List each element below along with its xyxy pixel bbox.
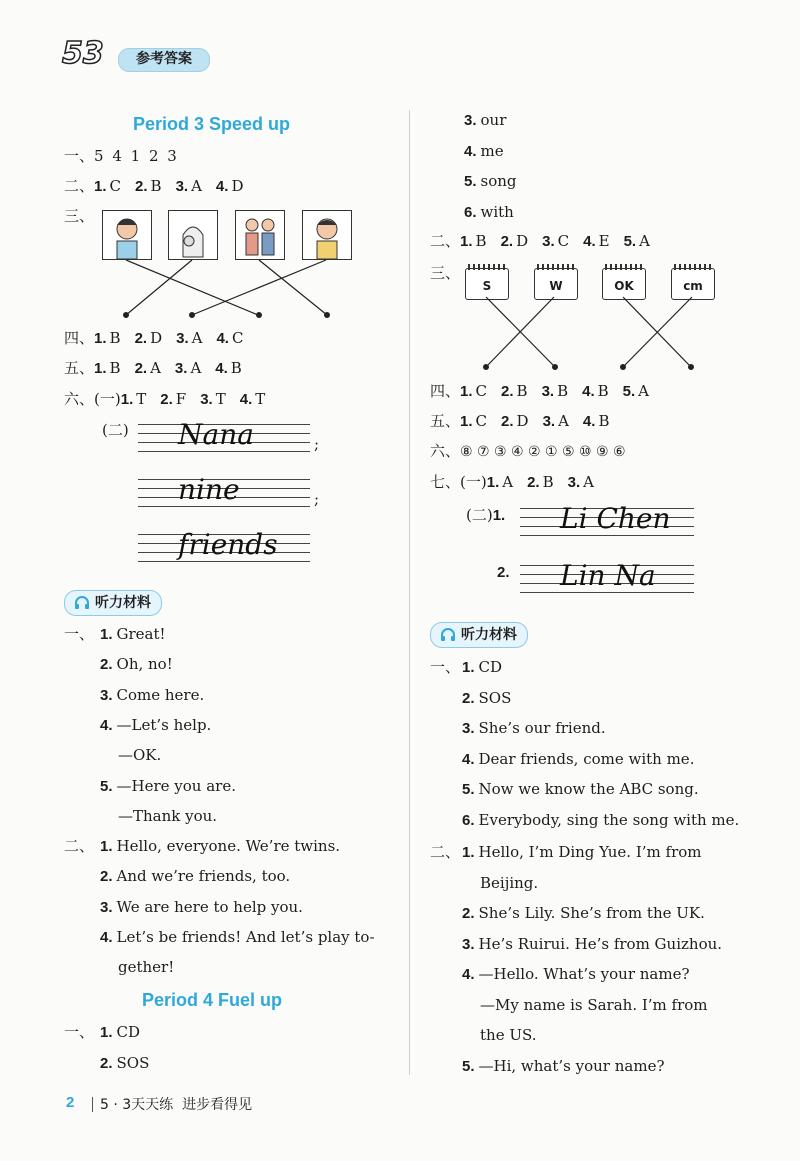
item-answer: B (597, 382, 609, 400)
line-text: Now we know the ABC song. (478, 780, 699, 798)
line-text: He’s Ruirui. He’s from Guizhou. (478, 934, 723, 953)
item-number: 2. (100, 1055, 113, 1072)
item-answer: C (557, 232, 570, 250)
item-number: 1. (94, 178, 107, 195)
writing-guide-line (138, 451, 310, 452)
listening-line (462, 749, 694, 770)
listening-line (462, 934, 722, 955)
item-number: 4. (464, 142, 477, 160)
item-number: 2. (134, 360, 148, 377)
item-answer: T (255, 390, 266, 408)
item-number: 1. (460, 413, 473, 430)
item-number: 1. (462, 844, 475, 861)
writing-guide-line (138, 561, 310, 562)
item-number: 2. (500, 233, 514, 250)
line-text: —Thank you. (118, 806, 218, 825)
section-label: 二、 (64, 837, 95, 855)
item-number: 3. (542, 413, 556, 430)
right-s5 (430, 411, 623, 432)
item-number: 3. (462, 935, 475, 953)
listening-line (462, 688, 511, 709)
item-answer: A (191, 329, 203, 347)
item-answer: B (230, 359, 242, 377)
item-answer: song (480, 172, 517, 190)
item-number: 4. (582, 413, 596, 430)
item-number: 5. (462, 1057, 475, 1075)
left-s6 (64, 389, 279, 410)
line-text: gether! (118, 958, 175, 977)
item-answer: C (109, 177, 122, 195)
item-number: 5. (622, 383, 636, 400)
item-answer: E (598, 232, 610, 250)
item-number: 4. (215, 360, 228, 377)
item-number: 1. (94, 360, 107, 377)
listening-line (480, 873, 538, 894)
item-answer: B (598, 412, 610, 430)
answer-text: 5 4 1 2 3 (94, 147, 177, 165)
listening-line (100, 685, 204, 706)
header-title: 参考答案 (136, 51, 192, 67)
writing-guide-line (520, 592, 694, 593)
card-label: cm (683, 279, 703, 293)
item-number: 3. (567, 474, 581, 491)
section-label: 七、 (430, 473, 461, 491)
match-dot (483, 364, 489, 370)
listening-line (480, 1025, 536, 1046)
line-text: —Hello. What’s your name? (478, 965, 690, 983)
left-s3-label: 三、 (64, 207, 95, 225)
item-number: 1. (462, 659, 475, 676)
handwritten-word: friends (178, 528, 278, 561)
item-number: 3. (175, 178, 189, 195)
line-text: Great! (116, 625, 166, 643)
item-number: 2. (100, 656, 113, 674)
item-number: 4. (216, 330, 229, 347)
listening-line (100, 654, 173, 675)
line-text: Dear friends, come with me. (478, 749, 695, 768)
item-number: 3. (100, 898, 113, 916)
section-label: 六、 (64, 390, 95, 408)
listening-line (462, 1056, 665, 1077)
line-text: —OK. (118, 746, 162, 765)
item-answer: T (136, 390, 147, 408)
listening-material-badge-right: 听力材料 (430, 622, 528, 648)
item-answer: D (150, 329, 163, 347)
item-number: 2. (134, 330, 148, 347)
listening-line (100, 866, 290, 887)
right-s7-sub2: (二)1. (466, 506, 506, 524)
writing-guide-line (138, 506, 310, 507)
listening-line (100, 1053, 149, 1074)
separator: ; (314, 435, 320, 453)
period4-title: Period 4 Fuel up (142, 990, 283, 1010)
right-s3-label: 三、 (430, 264, 461, 282)
listening-line (100, 1022, 140, 1043)
line-text: She’s Lily. She’s from the UK. (478, 904, 705, 922)
section-label: 二、 (430, 843, 461, 861)
item-number: 4. (462, 966, 475, 983)
item-number: 2. (462, 905, 475, 922)
item-answer: B (109, 359, 121, 377)
match-dot (620, 364, 626, 370)
footer-divider (92, 1097, 93, 1112)
item-answer: C (231, 329, 244, 347)
item-answer: C (475, 412, 488, 430)
item-number: 4. (583, 233, 596, 250)
listening-line (118, 806, 217, 827)
item-number: 2. (160, 391, 173, 408)
line-text: SOS (478, 688, 512, 707)
item-number: 2. (501, 413, 514, 430)
item-number: 3. (200, 391, 213, 408)
item-answer: B (109, 329, 121, 347)
writing-guide-line (520, 535, 694, 536)
sub-label: (一) (94, 390, 121, 408)
listening-line (100, 927, 375, 948)
item-number: 1. (460, 383, 473, 400)
line-text: —Let’s help. (116, 715, 212, 734)
sub-label: (一) (460, 473, 487, 491)
item-answer: F (175, 390, 187, 408)
item-answer: C (475, 382, 488, 400)
item-number: 1. (460, 233, 473, 250)
right-s7 (430, 472, 608, 493)
item-answer: A (638, 382, 650, 400)
item-number: 2. (527, 474, 540, 491)
left-s6-sub2: (二) (102, 421, 129, 439)
item-number: 4. (100, 928, 113, 946)
item-number: 4. (239, 391, 253, 408)
listening-material-badge: 听力材料 (64, 590, 162, 616)
line-text: Hello, I’m Ding Yue. I’m from (478, 843, 702, 861)
item-number: 5. (462, 781, 475, 798)
item-answer: A (150, 359, 161, 377)
section-label: 二、 (64, 177, 95, 195)
item-answer: D (231, 177, 244, 195)
listening-line (100, 715, 211, 736)
page-number: 2 (66, 1094, 75, 1111)
line-text: Oh, no! (116, 655, 173, 674)
right-s7-n2: 2. (497, 564, 510, 581)
separator: ; (314, 490, 320, 508)
item-number: 6. (464, 203, 477, 221)
listening-line (462, 810, 739, 831)
section-label: 二、 (430, 232, 461, 250)
section-label: 四、 (430, 382, 461, 400)
item-number: 3. (542, 233, 555, 250)
logo-text: 53 (62, 36, 104, 71)
line-text: —Here you are. (116, 776, 236, 795)
item-answer: B (557, 382, 569, 400)
line-text: the US. (480, 1026, 537, 1044)
item-number: 1. (120, 391, 134, 408)
item-number: 5. (100, 777, 113, 795)
item-answer: B (516, 382, 528, 400)
listening-line (462, 842, 702, 863)
item-answer: D (516, 232, 529, 250)
handwritten-word: Li Chen (560, 502, 671, 535)
right-s4 (430, 381, 663, 402)
line-text: Hello, everyone. We’re twins. (116, 837, 341, 855)
item-number: 3. (462, 720, 475, 737)
line-text: CD (116, 1023, 141, 1041)
listening-line (462, 657, 502, 678)
listening-line (462, 964, 690, 985)
section-label: 一、 (430, 658, 461, 676)
listening-line (462, 903, 705, 924)
item-number: 1. (100, 626, 113, 643)
item-answer: A (639, 232, 650, 250)
handwritten-word: Nana (178, 418, 254, 451)
line-text: Come here. (116, 685, 205, 704)
section-label: 五、 (430, 412, 461, 430)
listening-line (100, 836, 340, 857)
line-text: —Hi, what’s your name? (478, 1056, 665, 1075)
item-answer: me (480, 141, 504, 160)
footer-brand: 5 · 3天天练 进步看得见 (100, 1097, 253, 1113)
item-number: 5. (464, 173, 477, 190)
item-answer: our (480, 111, 507, 129)
section-label: 一、 (64, 1023, 95, 1041)
item-number: 1. (100, 838, 113, 855)
match-dot (688, 364, 694, 370)
item-number: 1. (486, 474, 500, 491)
line-text: Let’s be friends! And let’s play to- (116, 927, 375, 946)
line-text: SOS (116, 1054, 150, 1072)
listening-line (462, 718, 606, 739)
item-number: 3. (174, 360, 188, 377)
listening-line (462, 779, 699, 800)
item-answer: B (150, 177, 162, 195)
line-text: We are here to help you. (116, 897, 303, 916)
listening-line (118, 957, 174, 978)
section-label: 四、 (64, 329, 95, 347)
item-answer: D (516, 412, 529, 430)
item-answer: A (502, 473, 514, 491)
item-number: 3. (464, 112, 477, 129)
item-number: 2. (501, 383, 514, 400)
line-text: Beijing. (480, 873, 539, 892)
item-number: 4. (462, 750, 475, 768)
item-number: 4. (100, 716, 113, 734)
line-text: She’s our friend. (478, 719, 606, 737)
handwritten-word: nine (178, 473, 240, 506)
item-number: 1. (100, 1024, 113, 1041)
item-number: 6. (462, 811, 475, 829)
card-label: S (482, 279, 492, 293)
item-number: 4. (215, 178, 229, 195)
line-text: And we’re friends, too. (116, 867, 291, 886)
item-answer: B (475, 232, 487, 250)
item-answer: A (190, 359, 202, 377)
line-text: CD (478, 658, 503, 676)
card-label: OK (614, 279, 634, 293)
section-label: 一、 (64, 625, 95, 643)
item-number: 2. (135, 178, 148, 195)
right-s6: 六、⑧ ⑦ ③ ④ ② ① ⑤ ⑩ ⑨ ⑥ (430, 442, 626, 460)
item-number: 2. (462, 689, 475, 707)
period3-title: Period 3 Speed up (133, 114, 291, 134)
item-number: 1. (94, 330, 107, 347)
match-dot (552, 364, 558, 370)
item-number: 3. (100, 686, 113, 704)
section-label: 五、 (64, 359, 95, 377)
listening-line (118, 745, 161, 766)
listening-line (100, 776, 236, 797)
item-answer: A (191, 177, 202, 195)
item-answer: B (542, 473, 554, 491)
item-number: 3. (541, 383, 555, 400)
listening-line (480, 995, 708, 1016)
line-text: —My name is Sarah. I’m from (480, 995, 708, 1014)
matching-lines-right (0, 0, 800, 380)
item-number: 5. (623, 233, 637, 250)
listening-line (100, 624, 166, 645)
handwritten-word: Lin Na (560, 559, 656, 592)
listening-line (100, 897, 303, 918)
item-answer: with (480, 202, 514, 221)
line-text: Everybody, sing the song with me. (478, 810, 740, 829)
item-number: 2. (100, 868, 113, 886)
section-label: 一、 (64, 147, 95, 165)
item-answer: A (558, 412, 569, 430)
item-number: 3. (176, 330, 189, 347)
item-answer: A (583, 473, 594, 491)
item-answer: T (215, 390, 226, 408)
card-label: W (549, 279, 563, 293)
item-number: 4. (582, 383, 595, 400)
